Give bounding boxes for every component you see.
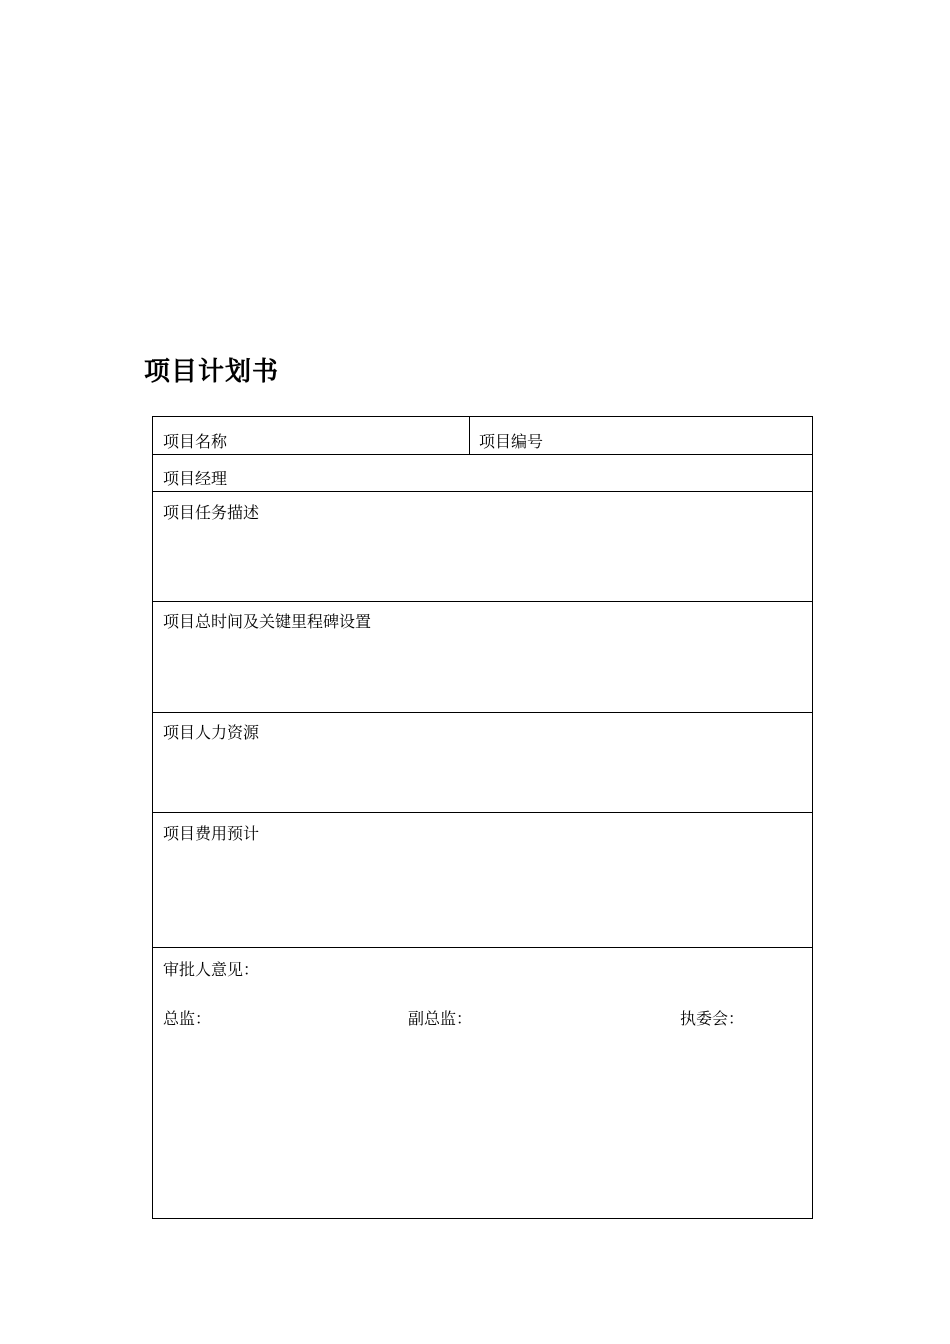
project-manager-label: 项目经理 [163, 469, 228, 488]
row-divider [153, 454, 812, 455]
timeline-milestones-label: 项目总时间及关键里程碑设置 [163, 612, 372, 631]
row-divider [153, 491, 812, 492]
deputy-director-label: 副总监： [408, 1009, 473, 1028]
budget-estimate-label: 项目费用预计 [163, 824, 260, 843]
project-plan-form [152, 416, 813, 1219]
director-label: 总监： [163, 1009, 212, 1028]
row-divider [153, 947, 812, 948]
row-divider-vertical [469, 417, 470, 454]
row-divider [153, 812, 812, 813]
row-divider [153, 712, 812, 713]
approval-opinion-label: 审批人意见： [163, 960, 260, 979]
document-title: 项目计划书 [144, 357, 280, 387]
project-number-label: 项目编号 [479, 432, 544, 451]
project-name-label: 项目名称 [163, 432, 228, 451]
executive-committee-label: 执委会： [680, 1009, 745, 1028]
row-divider [153, 601, 812, 602]
task-description-label: 项目任务描述 [163, 503, 260, 522]
human-resources-label: 项目人力资源 [163, 723, 260, 742]
